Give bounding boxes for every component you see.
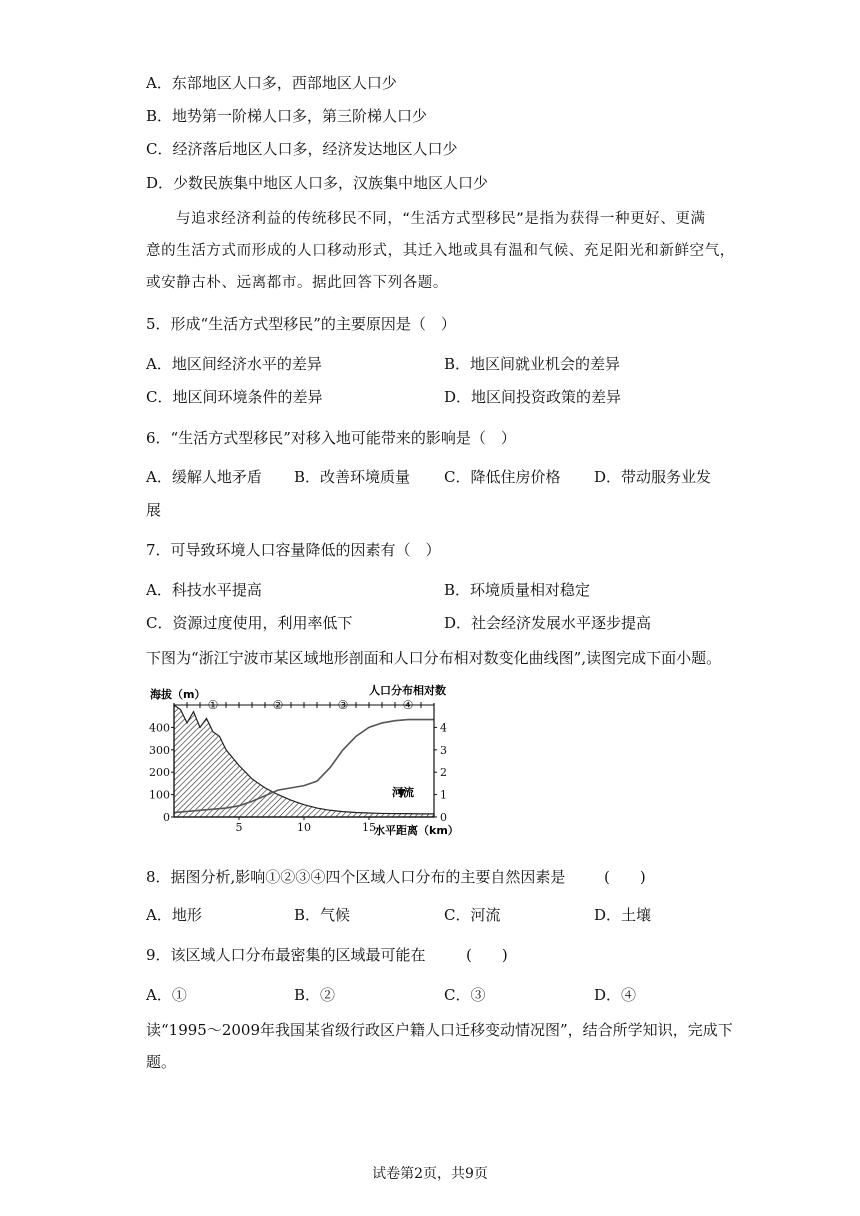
q7-option-d: D．社会经济发展水平逐步提高 [444,614,652,632]
y-tick-label: 0 [163,811,170,824]
passage-line-2: 意的生活方式而形成的人口移动形式，其迁入地或具有温和气候、充足阳光和新鲜空气， [146,243,735,259]
q9-option-a: A．① [146,986,187,1004]
q6-option-a: A．缓解人地矛盾 [146,468,262,486]
region-label: ② [272,698,284,712]
q5-option-a: A．地区间经济水平的差异 [146,355,322,373]
q9-paren: ( ) [466,946,508,964]
passage-line-1: 与追求经济利益的传统移民不同，“生活方式型移民”是指为获得一种更好、更满 [176,211,706,227]
y2-tick-label: 2 [440,766,447,780]
q8-stem: 8．据图分析,影响①②③④四个区域人口分布的主要自然因素是 [146,868,566,886]
q6-option-b: B．改善环境质量 [294,468,411,486]
q5-option-d: D．地区间投资政策的差异 [444,388,622,406]
final-intro-line-1: 读“1995～2009年我国某省级行政区户籍人口迁移变动情况图”，结合所学知识，完成下 [146,1021,733,1039]
q9-option-b: B．② [294,986,336,1004]
q4-option-a: A．东部地区人口多，西部地区人口少 [146,74,397,92]
x-tick-label: 10 [297,821,311,834]
final-intro-line-2: 题。 [146,1053,177,1071]
q4-option-c: C．经济落后地区人口多，经济发达地区人口少 [146,140,458,158]
y2-tick-label: 4 [440,721,447,735]
q4-option-b: B．地势第一阶梯人口多，第三阶梯人口少 [146,107,428,125]
y-axis-label: 海拔（m） [150,688,206,701]
q4-option-d: D．少数民族集中地区人口多，汉族集中地区人口少 [146,174,489,192]
q9-option-c: C．③ [444,986,486,1004]
q7-option-b: B．环境质量相对稳定 [444,581,591,599]
q8-option-c: C．河流 [444,906,501,924]
x-axis-label: 水平距离（km） [374,824,459,837]
y-tick-label: 300 [149,743,170,757]
q8-option-d: D．土壤 [594,906,652,924]
y-tick-label: 400 [149,721,170,735]
q8-option-b: B．气候 [294,906,351,924]
q5-option-c: C．地区间环境条件的差异 [146,388,323,406]
region-label: ④ [402,698,414,712]
q6-option-d: D．带动服务业发 [594,468,712,486]
river-annotation: 河流 [392,786,414,799]
q5-option-b: B．地区间就业机会的差异 [444,355,621,373]
q8-option-a: A．地形 [146,906,202,924]
x-tick-label: 5 [235,821,243,834]
q7-option-c: C．资源过度使用，利用率低下 [146,614,353,632]
region-label: ③ [337,698,349,712]
q6-option-c: C．降低住房价格 [444,468,561,486]
y2-tick-label: 0 [440,811,447,824]
region-label: ① [207,698,219,712]
q5-stem: 5．形成“生活方式型移民”的主要原因是（ ） [146,315,456,333]
passage-line-3: 或安静古朴、远离都市。据此回答下列各题。 [146,275,448,291]
q9-stem: 9．该区域人口分布最密集的区域最可能在 [146,946,426,964]
figure-intro: 下图为“浙江宁波市某区域地形剖面和人口分布相对数变化曲线图”,读图完成下面小题。 [146,649,722,667]
q6-option-d-continued: 展 [146,501,162,519]
y-tick-label: 200 [149,766,170,780]
terrain-population-chart [144,680,464,842]
q8-paren: ( ) [604,868,646,886]
y2-tick-label: 3 [440,743,447,757]
q7-option-a: A．科技水平提高 [146,581,262,599]
y-tick-label: 100 [149,788,170,802]
q6-stem: 6．“生活方式型移民”对移入地可能带来的影响是（ ） [146,429,516,447]
x-tick-label: 15 [362,821,376,834]
y2-tick-label: 1 [440,788,447,802]
q7-stem: 7．可导致环境人口容量降低的因素有（ ） [146,541,441,559]
y2-axis-label: 人口分布相对数 [369,684,446,697]
q9-option-d: D．④ [594,986,637,1004]
terrain-area [174,705,434,817]
page-footer: 试卷第2页，共9页 [372,1166,488,1182]
